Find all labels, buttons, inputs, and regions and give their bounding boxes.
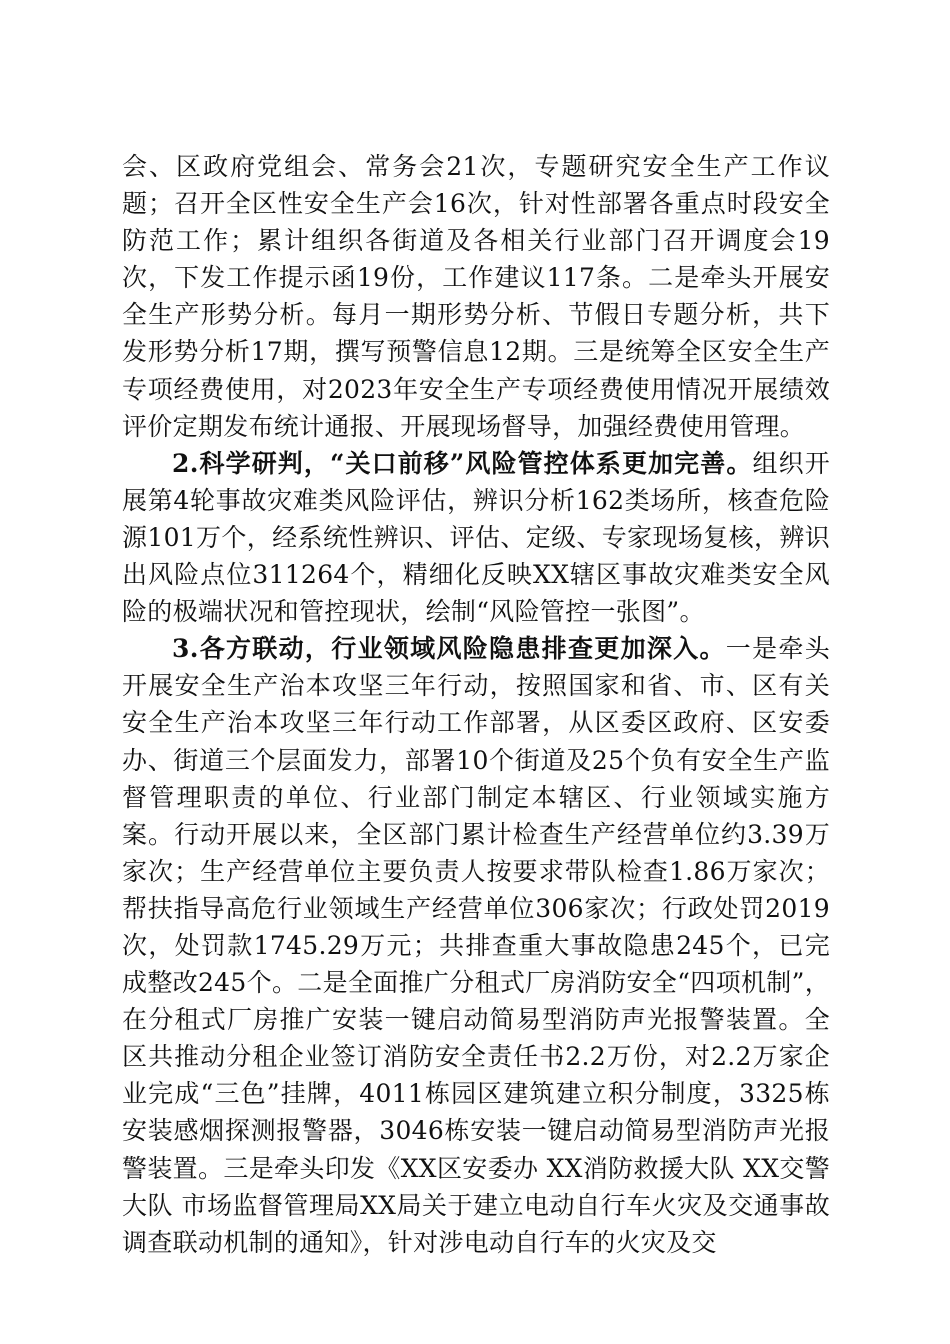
paragraph-1-text: 会、区政府党组会、常务会21次，专题研究安全生产工作议题；召开全区性安全生产会16次，针对性部署各重点时段安全防范工作；累计组织各街道及各相关行业部门召开调度会19次，下发工作提示函19份，工作建议117条。二是牵头开展安全生产形势分析。每月一期形势分析、节假日专题分析，共下发形势分析17期，撰写预警信息12期。三是统筹全区安全生产专项经费使用，对2023年安全生产专项经费使用情况开展绩效评价定期发布统计通报、开展现场督导，加强经费使用管理。 xyxy=(122,152,830,441)
section-heading-3: 3.各方联动，行业领域风险隐患排查更加深入。 xyxy=(172,634,726,664)
paragraph-2 xyxy=(122,445,830,630)
section-heading-2: 2.科学研判，“关口前移”风险管控体系更加完善。 xyxy=(172,448,753,478)
paragraph-3-text: 一是牵头开展安全生产治本攻坚三年行动，按照国家和省、市、区有关安全生产治本攻坚三年行动工作部署，从区委区政府、区安委办、街道三个层面发力，部署10个街道及25个负有安全生产监督管理职责的单位、行业部门制定本辖区、行业领域实施方案。行动开展以来，全区部门累计检查生产经营单位约3.39万家次；生产经营单位主要负责人按要求带队检查1.86万家次；帮扶指导高危行业领域生产经营单位306家次；行政处罚2019次，处罚款1745.29万元；共排查重大事故隐患245个，已完成整改245个。二是全面推广分租式厂房消防安全“四项机制”，在分租式厂房推广安装一键启动简易型消防声光报警装置。全区共推动分租企业签订消防安全责任书2.2万份，对2.2万家企业完成“三色”挂牌，4011栋园区建筑建立积分制度，3325栋安装感烟探测报警器，3046栋安装一键启动简易型消防声光报警装置。三是牵头印发《XX区安委办 XX消防救援大队 XX交警大队 市场监督管理局XX局关于建立电动自行车火灾及交通事故调查联动机制的通知》，针对涉电动自行车的火灾及交 xyxy=(122,634,831,1257)
paragraph-1 xyxy=(122,148,830,445)
paragraph-2-text: 组织开展第4轮事故灾难类风险评估，辨识分析162类场所，核查危险源101万个，经系统性辨识、评估、定级、专家现场复核，辨识出风险点位311264个，精细化反映XX辖区事故灾难类安全风险的极端状况和管控现状，绘制“风险管控一张图”。 xyxy=(122,448,831,627)
document-body xyxy=(122,148,830,1261)
paragraph-3 xyxy=(122,630,830,1261)
